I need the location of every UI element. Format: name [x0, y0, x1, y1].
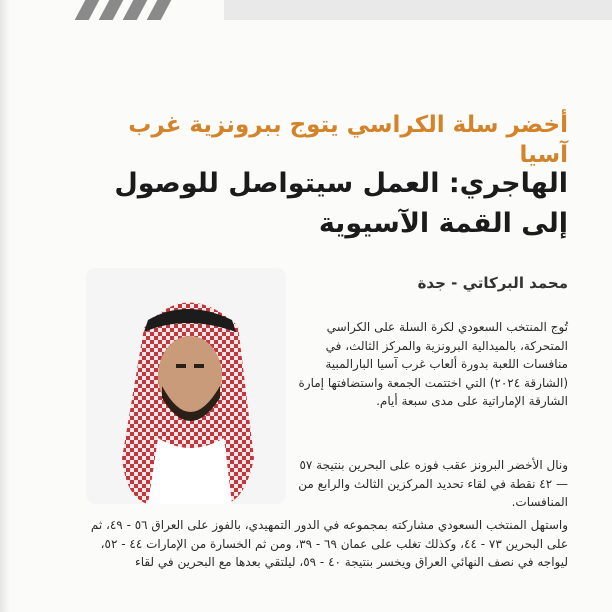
article-kicker: أخضر سلة الكراسي يتوج ببرونزية غرب آسيا: [128, 112, 568, 168]
article-paragraph: تُوج المنتخب السعودي لكرة السلة على الكراسي المتحركة، بالميدالية البرونزية والمركز الثالث، في منافسات اللعبة بدورة ألعاب غرب آسيا البارالمبية (الشارقة ٢٠٢٤) التي اختتمت الجمعة واستضافتها إمارة الشارقة الإماراتية على مدى سبعة أيام.: [298, 320, 568, 409]
section-stripes-icon: [147, 0, 172, 20]
section-header-bar: [224, 0, 612, 20]
section-stripes-icon: [99, 0, 124, 20]
article-byline: محمد البركاتي - جدة: [417, 274, 568, 292]
headline-line: الهاجري: العمل سيتواصل للوصول: [114, 168, 568, 199]
section-header-band: [70, 0, 612, 22]
section-stripes-icon: [123, 0, 148, 20]
eyebrow-left: [176, 364, 186, 368]
eyebrow-right: [194, 364, 204, 368]
article-paragraph: واستهل المنتخب السعودي مشاركته بمجموعه في الدور التمهيدي، بالفوز على العراق ٥٦ - ٤٩، ثم على البحرين ٧٣ - ٤٤، وكذلك تغلب على عمان ٦٩ - ٣٩، ومن ثم الخسارة من الإمارات ٤٤ - ٥٢، ليواجه في نصف النهائي العراق ويخسر بنتيجة ٤٠ - ٥٩، ليلتقي بعدها مع البحرين في لقاء: [90, 518, 568, 570]
page-edge-shadow: [0, 0, 10, 612]
article-headline: [88, 164, 568, 244]
portrait-photo: [86, 268, 286, 504]
headline-line: إلى القمة الآسيوية: [318, 208, 568, 239]
section-stripes-icon: [75, 0, 100, 20]
article-paragraph: ونال الأخضر البرونز عقب فوزه على البحرين بنتيجة ٥٧ — ٤٢ نقطة في لقاء تحديد المركزين الثالث والرابع من المنافسات.: [298, 458, 568, 510]
portrait-illustration: [86, 268, 286, 504]
